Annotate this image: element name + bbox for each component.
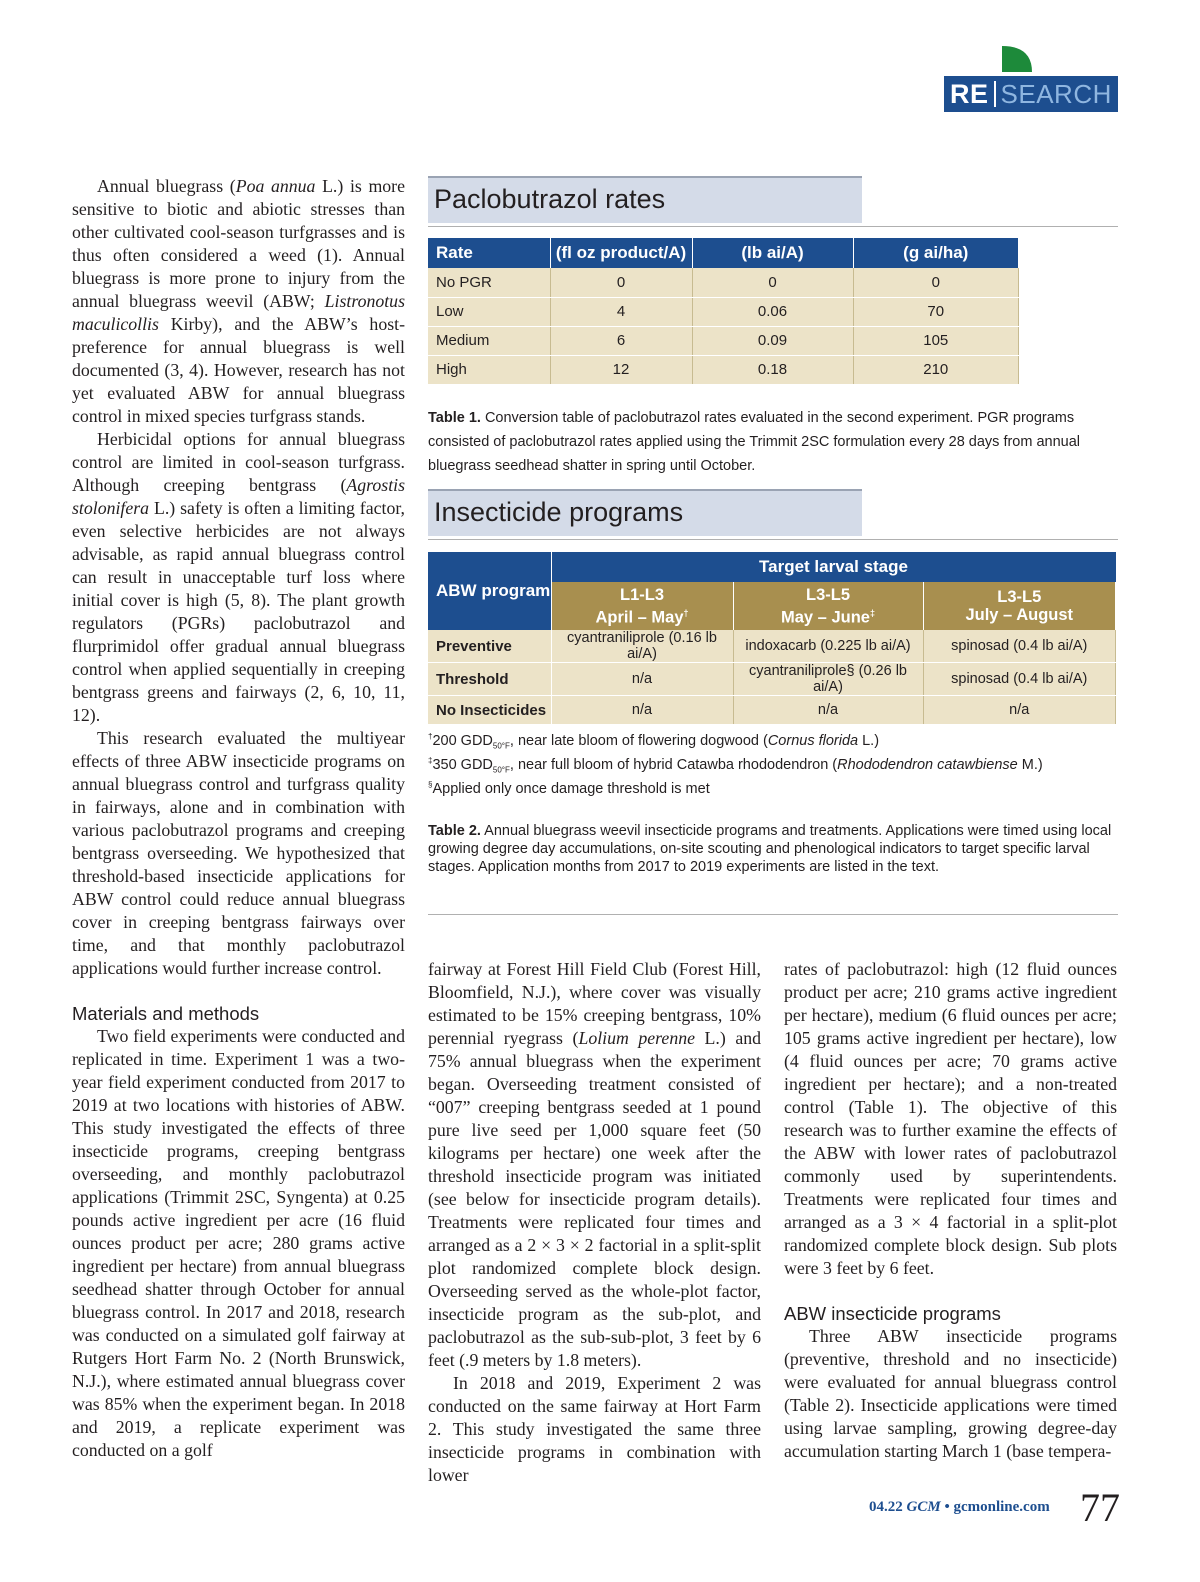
logo-search: SEARCH [1000, 78, 1112, 109]
column-header: ABW program [428, 552, 551, 630]
table-cell: Low [428, 297, 550, 326]
table-cell: spinosad (0.4 lb ai/A) [923, 663, 1116, 696]
caption-text: Conversion table of paclobutrazol rates evaluated in the second experiment. PGR programs consisted of paclobutrazol rates applied using the Trimmit 2SC formulation every 28 days from annual bluegrass seedhead shatter in spring until October. [428, 410, 1081, 474]
table-row [428, 630, 1116, 663]
table-cell: High [428, 355, 550, 384]
column-header: (fl oz product/A) [550, 238, 692, 268]
column-1 [72, 175, 405, 1462]
table-cell: 0.09 [692, 326, 853, 355]
table2-caption [428, 822, 1116, 876]
table-cell: Preventive [428, 630, 551, 663]
column-header: Target larval stage [551, 552, 1116, 582]
table-cell: 0.18 [692, 355, 853, 384]
caption-label: Table 2. [428, 823, 481, 839]
column-2 [428, 958, 761, 1487]
table-cell: 0 [550, 268, 692, 297]
table-row [428, 696, 1116, 725]
footnote: ‡350 $GDD_{50^\circ F}$, near full bloom of hybrid Catawba rhododendron (Rhododendron catawbiense M.) [428, 756, 1043, 775]
caption-text: Annual bluegrass weevil insecticide programs and treatments. Applications were timed using local growing degree day accumulations, on-site scouting and phenological indicators to target specific larval stages. Application months from 2017 to 2019 experiments are listed in the text. [428, 823, 1112, 875]
table2-title: Insecticide programs [428, 489, 862, 536]
body-paragraph: rates of paclobutrazol: high (12 fluid ounces product per acre; 210 grams active ingredient per hectare), medium (6 fluid ounces per acre; 105 grams active ingredient per hectare), low (4 fluid ounces per acre; 70 grams active ingredient per hectare); and a non-treated control (Table 1). The objective of this research was to further examine the effects of the ABW with lower rates of paclobutrazol commonly used by superintendents. Treatments were replicated four times and arranged as a 3 × 4 factorial in a split-plot randomized complete block design. Sub plots were 3 feet by 6 feet. [784, 959, 1117, 1278]
table-cell: 0 [692, 268, 853, 297]
section-heading: Materials and methods [72, 1003, 260, 1024]
table-cell: 70 [853, 297, 1019, 326]
column-header: Rate [428, 238, 550, 268]
insecticide-programs-table [428, 552, 1116, 725]
table-cell: No Insecticides [428, 696, 551, 725]
table-row [428, 355, 1019, 384]
body-paragraph: This research evaluated the multiyear effects of three ABW insecticide programs on annual bluegrass control and turfgrass quality in fairways, alone and in combination with various paclobutrazol programs and creeping bentgrass overseeding. We hypothesized that threshold-based insecticide applications for ABW control could reduce annual bluegrass cover in creeping bentgrass fairways over time, and that monthly paclobutrazol applications would further increase control. [72, 728, 405, 978]
table-header-row [428, 552, 1116, 582]
table1-caption [428, 406, 1116, 478]
stage-header: L3-L5 May – June‡ [733, 582, 923, 630]
table-cell: spinosad (0.4 lb ai/A) [923, 630, 1116, 663]
table-cell: n/a [551, 696, 733, 725]
divider [428, 914, 1118, 915]
stage-header: L1-L3 April – May† [551, 582, 733, 630]
paclobutrazol-rates-table [428, 238, 1019, 385]
section-heading: ABW insecticide programs [784, 1303, 1001, 1324]
table-cell: Threshold [428, 663, 551, 696]
logo-divider [994, 81, 996, 107]
table-row [428, 663, 1116, 696]
table-row [428, 268, 1019, 297]
table-cell: 0 [853, 268, 1019, 297]
table-cell: 12 [550, 355, 692, 384]
table-cell: cyantraniliprole§ (0.26 lb ai/A) [733, 663, 923, 696]
body-paragraph: Herbicidal options for annual bluegrass control are limited in cool-season turfgrass. Although creeping bentgrass (Agrostis stolonifera L.) safety is often a limiting factor, even selective herbicides are not always advisable, as rapid annual bluegrass control can result in unacceptable turf loss where initial cover is high (5, 8). The plant growth regulators (PGRs) paclobutrazol and flurprimidol offer gradual annual bluegrass control when applied sequentially in creeping bentgrass greens and fairways (2, 6, 10, 11, 12). [72, 429, 405, 725]
divider [428, 539, 1118, 540]
table-row [428, 326, 1019, 355]
table-cell: 210 [853, 355, 1019, 384]
table-cell: n/a [733, 696, 923, 725]
table-cell: n/a [551, 663, 733, 696]
column-3 [784, 958, 1117, 1463]
research-logo [944, 46, 1118, 112]
divider [428, 226, 1118, 227]
leaf-icon [1002, 46, 1032, 72]
caption-label: Table 1. [428, 410, 481, 426]
footnote: §Applied only once damage threshold is met [428, 780, 710, 797]
column-header: (g ai/ha) [853, 238, 1019, 268]
table-cell: n/a [923, 696, 1116, 725]
body-paragraph: fairway at Forest Hill Field Club (Forest Hill, Bloomfield, N.J.), where cover was visually estimated to be 15% creeping bentgrass, 10% perennial ryegrass (Lolium perenne L.) and 75% annual bluegrass when the experiment began. Overseeding treatment consisted of “007” creeping bentgrass seeded at 1 pound pure live seed per 1,000 square feet (50 kilograms per hectare) one week after the threshold insecticide program was initiated (see below for insecticide program details). Treatments were replicated four times and arranged as a 2 × 3 × 2 factorial in a split-split plot randomized complete block design. Overseeding served as the whole-plot factor, insecticide program as the sub-plot, and paclobutrazol as the sub-sub-plot, 3 feet by 6 feet (.9 meters by 1.8 meters). [428, 959, 762, 1370]
table-cell: 0.06 [692, 297, 853, 326]
table-cell: indoxacarb (0.225 lb ai/A) [733, 630, 923, 663]
table-cell: Medium [428, 326, 550, 355]
body-paragraph: Annual bluegrass (Poa annua L.) is more sensitive to biotic and abiotic stresses than other cultivated cool-season turfgrasses and is thus often considered a weed (1). Annual bluegrass is more prone to injury from the annual bluegrass weevil (ABW; Listronotus maculicollis Kirby), and the ABW’s host-preference for annual bluegrass is well documented (3, 4). However, research has not yet evaluated ABW for annual bluegrass control in mixed species turfgrass stands. [72, 176, 405, 426]
body-paragraph: Two field experiments were conducted and replicated in time. Experiment 1 was a two-year field experiment conducted from 2017 to 2019 at two locations with histories of ABW. This study investigated the effects of three insecticide programs, creeping bentgrass overseeding, and monthly paclobutrazol applications (Trimmit 2SC, Syngenta) at 0.25 pounds active ingredient per acre (16 fluid ounces product per acre; 280 grams active ingredient per hectare) from annual bluegrass seedhead shatter through October for annual bluegrass control. In 2017 and 2018, research was conducted on a simulated golf fairway at Rutgers Hort Farm No. 2 (North Brunswick, N.J.), where estimated annual bluegrass cover was 85% when the experiment began. In 2018 and 2019, a replicate experiment was conducted on a golf [72, 1026, 405, 1460]
research-banner [944, 76, 1118, 112]
logo-re: RE [950, 78, 989, 109]
column-header: (lb ai/A) [692, 238, 853, 268]
table-cell: No PGR [428, 268, 550, 297]
table-cell: 4 [550, 297, 692, 326]
page-number: 77 [1080, 1485, 1120, 1530]
stage-header: L3-L5 July – August [923, 582, 1116, 630]
table-header-row [428, 238, 1019, 268]
body-paragraph: Three ABW insecticide programs (preventive, threshold and no insecticide) were evaluated for annual bluegrass control (Table 2). Insecticide applications were timed using larvae sampling, growing degree-day accumulation starting March 1 (base tempera- [784, 1326, 1117, 1461]
body-paragraph: In 2018 and 2019, Experiment 2 was conducted on the same fairway at Hort Farm 2. This study investigated the same three insecticide programs in combination with lower [428, 1373, 761, 1485]
page-footer [860, 1482, 1120, 1530]
table-cell: 6 [550, 326, 692, 355]
table-cell: cyantraniliprole (0.16 lb ai/A) [551, 630, 733, 663]
footer-issue: 04.22 GCM • gcmonline.com [869, 1499, 1050, 1515]
table1-title: Paclobutrazol rates [428, 176, 862, 223]
table-cell: 105 [853, 326, 1019, 355]
table-row [428, 297, 1019, 326]
footnote: †200 $GDD_{50^\circ F}$, near late bloom of flowering dogwood (Cornus florida L.) [428, 732, 880, 751]
